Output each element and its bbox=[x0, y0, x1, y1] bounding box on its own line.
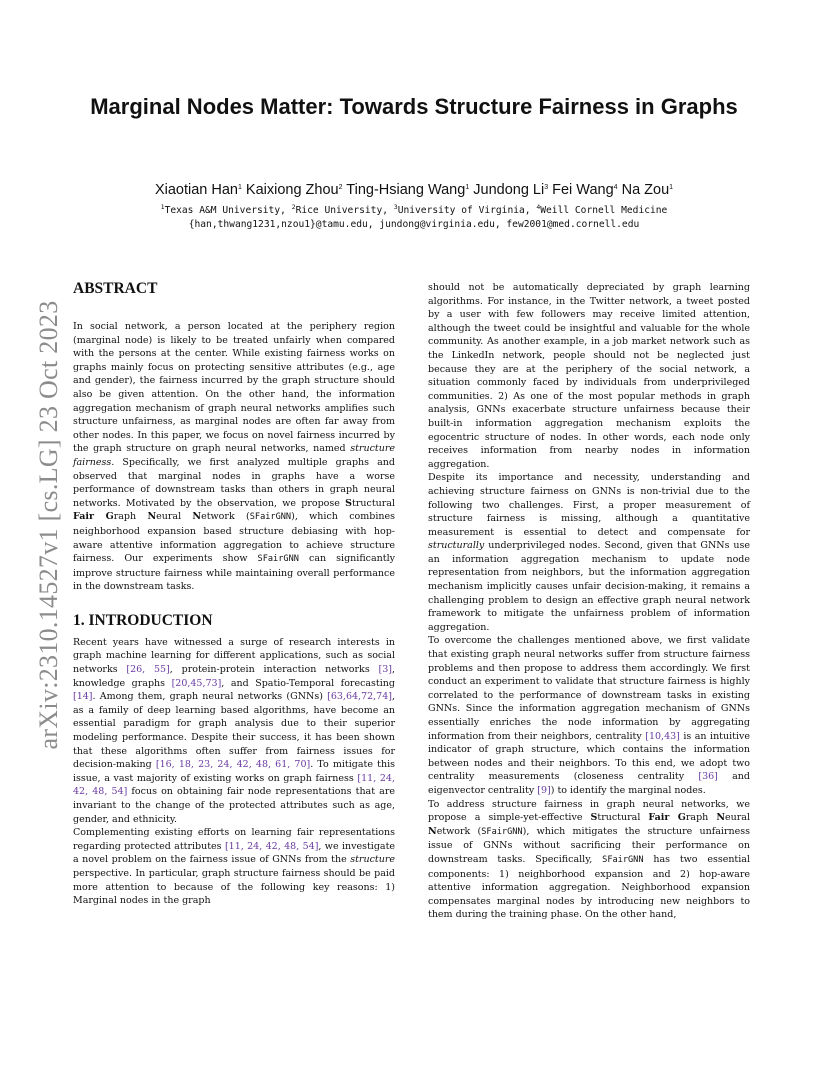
citation-link[interactable]: [11, 24, 42, 48, 54] bbox=[73, 772, 395, 798]
intro-paragraph-2-continued: should not be automatically depreciated by graph learning algorithms. For instance, in the Twitter network, a tweet posted by a user with few followers may receive limited attention, although the tweet could be insightful and valuable for the whole community. As another example, in a job market network such as the LinkedIn network, people should not be neglected just because they are at the periphery of the social network, a situation commonly faced by individuals from underprivileged communities. 2) As one of the most popular methods in graph analysis, GNNs exacerbate structure unfairness because their built-in information aggregation mechanism exploits the egocentric structure of nodes. In other words, each node only receives information from nearby nodes in information aggregation. bbox=[428, 282, 750, 470]
affiliations bbox=[60, 203, 768, 216]
author-name: Fei Wang bbox=[552, 182, 614, 198]
citation-link[interactable]: [16, 18, 23, 24, 42, 48, 61, 70] bbox=[155, 759, 311, 771]
author-mark: 1 bbox=[465, 184, 470, 191]
author-list bbox=[60, 182, 768, 198]
arxiv-identifier: arXiv:2310.14527v1 [cs.LG] 23 Oct 2023 bbox=[34, 300, 63, 750]
author-name: Xiaotian Han bbox=[154, 182, 238, 198]
right-column bbox=[428, 281, 750, 922]
affiliation: Rice University, bbox=[295, 205, 394, 216]
citation-link[interactable]: [14] bbox=[73, 691, 93, 703]
intro-paragraph-2: Complementing existing efforts on learning fair representations regarding protected attributes [11, 24, 42, 48, 54], we investigate a novel problem on the fairness issue of GNNs from the structure perspective. In particular, graph structure fairness should be paid more attention to because of the following key reasons: 1) Marginal nodes in the graph bbox=[73, 827, 396, 907]
author-name: Jundong Li bbox=[473, 182, 545, 198]
intro-paragraph-5: To address structure fairness in graph neural networks, we propose a simple-yet-effective Structural Fair Graph Neural Network (SFairGNN), which mitigates the structure unfairness issue of GNNs without sacrificing their performance on downstream tasks. Specifically, SFairGNN has two essential components: 1) neighborhood expansion and 2) hop-aware attentive information aggregation. Neighborhood expansion compensates marginal nodes by introducing new neighbors to them during the training phase. On the other hand, bbox=[428, 798, 750, 921]
affiliation: Texas A&M University, bbox=[164, 205, 292, 216]
author-mark: 3 bbox=[544, 184, 549, 191]
citation-link[interactable]: [3] bbox=[378, 664, 392, 676]
intro-paragraph-1: Recent years have witnessed a surge of research interests in graph machine learning for different applications, such as social networks [26, 55], protein-protein interaction networks [3], knowledge graphs [20,45,73], and Spatio-Temporal forecasting [14]. Among them, graph neural networks (GNNs) [63,64,72,74], as a family of deep learning based algorithms, have become an essential paradigm for graph analysis due to their superior modeling performance. Despite their success, it has been shown that these algorithms often suffer from fairness issues for decision-making [16, 18, 23, 24, 42, 48, 61, 70]. To mitigate this issue, a vast majority of existing works on graph fairness [11, 24, 42, 48, 54] focus on obtaining fair node representations that are invariant to the change of the protected attributes such as age, gender, and ethnicity. bbox=[73, 636, 395, 825]
affil-mark: 1 bbox=[160, 203, 165, 211]
author-name: Ting-Hsiang Wang bbox=[346, 182, 466, 198]
abstract-heading: ABSTRACT bbox=[73, 280, 158, 297]
affil-mark: 2 bbox=[291, 203, 296, 211]
author-mark: 4 bbox=[613, 184, 618, 191]
left-column bbox=[73, 280, 395, 908]
author-name: Kaixiong Zhou bbox=[245, 182, 339, 198]
citation-link[interactable]: [9] bbox=[537, 784, 551, 796]
author-mark: 2 bbox=[338, 184, 343, 191]
citation-link[interactable]: [10,43] bbox=[645, 730, 680, 742]
citation-link[interactable]: [36] bbox=[698, 771, 718, 783]
affil-mark: 4 bbox=[536, 203, 541, 211]
citation-link[interactable]: [26, 55] bbox=[126, 664, 170, 676]
author-mark: 1 bbox=[669, 184, 674, 191]
citation-link[interactable]: [20,45,73] bbox=[171, 677, 222, 689]
introduction-heading: 1. INTRODUCTION bbox=[73, 611, 213, 629]
intro-paragraph-3: Despite its importance and necessity, understanding and achieving structure fairness on GNNs is non-trivial due to the following two challenges. First, a proper measurement of structure fairness is missing, although a quantitative measurement is essential to detect and compensate for structurally underprivileged nodes. Second, given that GNNs use an information aggregation mechanism to update node representation from neighbors, but the information aggregation mechanism implicitly causes unfair decision-making, it remains a challenging problem to design an effective graph neural network framework to mitigate the unfairness problem of information aggregation. bbox=[428, 472, 750, 633]
affiliation: Weill Cornell Medicine bbox=[540, 205, 668, 216]
citation-link[interactable]: [63,64,72,74] bbox=[327, 691, 392, 703]
author-name: Na Zou bbox=[621, 182, 670, 198]
paper-title: Marginal Nodes Matter: Towards Structure Fairness in Graphs bbox=[90, 94, 738, 119]
abstract-body: In social network, a person located at the periphery region (marginal node) is likely to be treated unfairly when compared with the persons at the center. While existing fairness works on graphs mainly focus on protecting sensitive attributes (e.g., age and gender), the fairness incurred by the graph structure should also be given attention. On the other hand, the information aggregation mechanism of graph neural networks amplifies such structure unfairness, as marginal nodes are often far away from other nodes. In this paper, we focus on novel fairness incurred by the graph structure on graph neural networks, named structure fairness. Specifically, we first analyzed multiple graphs and observed that marginal nodes in graphs have a worse performance of downstream tasks than others in graph neural networks. Motivated by the observation, we propose Structural Fair Graph Neural Network (SFairGNN), which combines neighborhood expansion based structure debiasing with hop-aware attentive information aggregation to achieve structure fairness. Our experiments show SFairGNN can significantly improve structure fairness while maintaining overall performance in the downstream tasks. bbox=[73, 321, 395, 593]
intro-paragraph-4: To overcome the challenges mentioned above, we first validate that existing graph neural networks suffer from structure fairness problems and then propose to address them accordingly. We first conduct an experiment to validate that structure fairness is highly correlated to the performance of downstream tasks in existing GNNs. Since the information aggregation mechanism of GNNs essentially enriches the node information by aggregating information from their neighbors, centrality [10,43] is an intuitive indicator of graph structure, which contains the information between nodes and their neighbors. To this end, we adopt two centrality measurements (closeness centrality [36] and eigenvector centrality [9]) to identify the marginal nodes. bbox=[428, 635, 751, 796]
citation-link[interactable]: [11, 24, 42, 48, 54] bbox=[224, 840, 319, 852]
affil-mark: 3 bbox=[393, 203, 398, 211]
author-mark: 1 bbox=[237, 184, 242, 191]
affiliation: University of Virginia, bbox=[397, 205, 537, 216]
author-emails: {han,thwang1231,nzou1}@tamu.edu, jundong@virginia.edu, few2001@med.cornell.edu bbox=[188, 219, 640, 230]
